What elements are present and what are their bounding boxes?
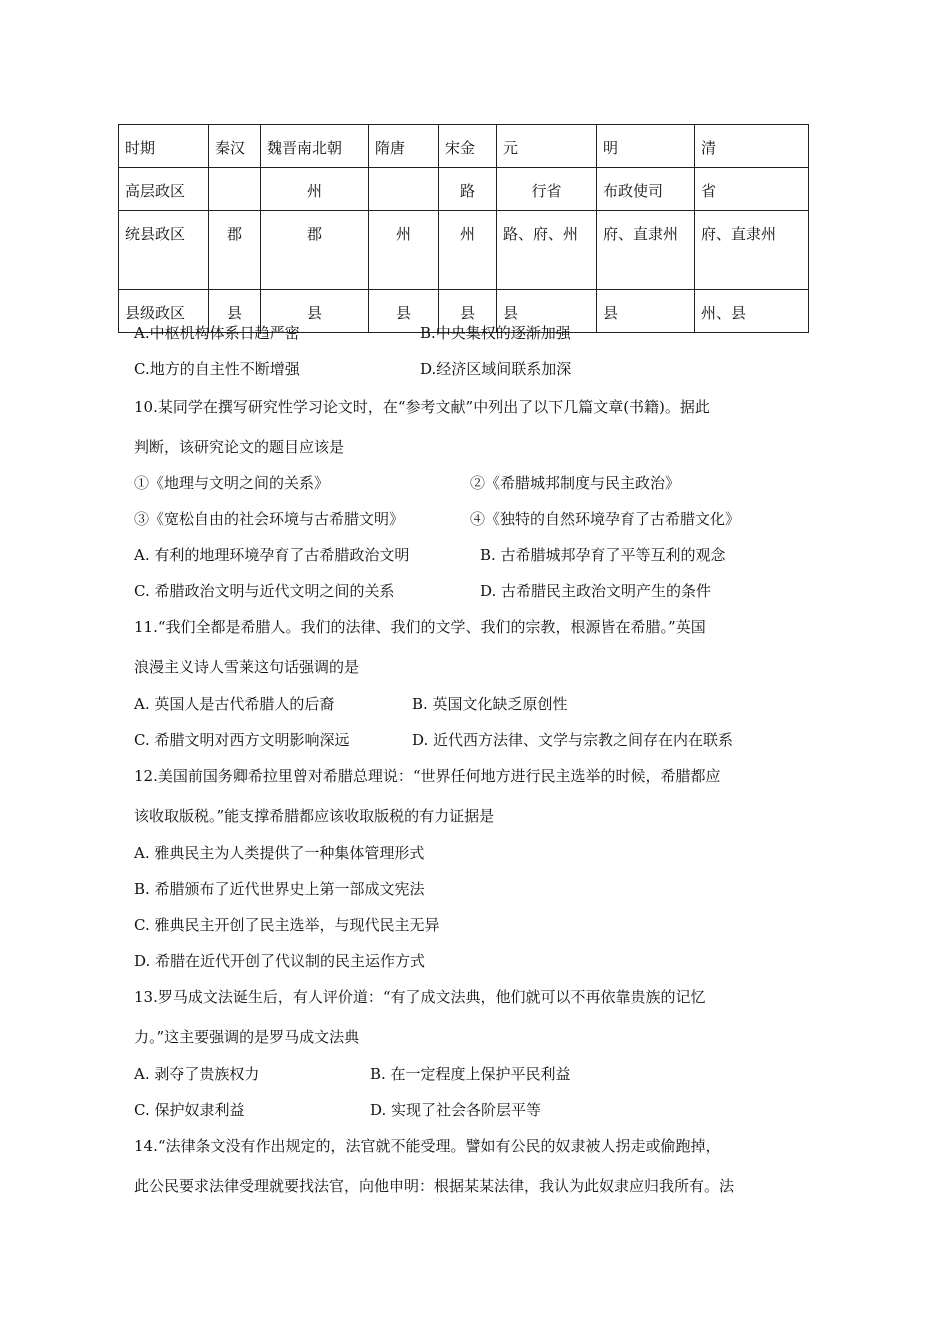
- table-cell: 府、直隶州: [597, 211, 695, 290]
- q13-option-d: D. 实现了社会各阶层平等: [370, 1101, 542, 1119]
- q11-option-c: C. 希腊文明对西方文明影响深远: [134, 731, 350, 749]
- q9-option-a: A.中枢机构体系日趋严密: [134, 324, 300, 342]
- q10-ref-1: ①《地理与文明之间的关系》: [134, 474, 330, 492]
- table-cell: 县: [597, 290, 695, 333]
- table-cell: 秦汉: [209, 125, 261, 168]
- q10-ref-3: ③《宽松自由的社会环境与古希腊文明》: [134, 510, 405, 528]
- table-row: [119, 168, 809, 211]
- q13-stem-cont: 力。”这主要强调的是罗马成文法典: [134, 1028, 360, 1046]
- table-cell: 明: [597, 125, 695, 168]
- table-cell: 省: [695, 168, 809, 211]
- q10-option-d: D. 古希腊民主政治文明产生的条件: [480, 582, 712, 600]
- q13-option-a: A. 剥夺了贵族权力: [134, 1065, 260, 1083]
- q11-option-d: D. 近代西方法律、文学与宗教之间存在内在联系: [412, 731, 734, 749]
- table-cell: 清: [695, 125, 809, 168]
- table-cell: 州: [261, 168, 369, 211]
- table-cell: [209, 168, 261, 211]
- table-cell: 时期: [119, 125, 209, 168]
- table-cell: 郡: [209, 211, 261, 290]
- q10-stem-cont: 判断，该研究论文的题目应该是: [134, 438, 345, 456]
- q12-stem: 12.美国前国务卿希拉里曾对希腊总理说：“世界任何地方进行民主选举的时候，希腊都应: [134, 767, 721, 785]
- table-cell: 郡: [261, 211, 369, 290]
- q10-ref-4: ④《独特的自然环境孕育了古希腊文化》: [470, 510, 741, 528]
- table-cell: 县: [497, 290, 597, 333]
- q10-stem: 10.某同学在撰写研究性学习论文时，在“参考文献”中列出了以下几篇文章(书籍)。据此: [134, 398, 710, 416]
- table-cell: 府、直隶州: [695, 211, 809, 290]
- table-cell: 布政使司: [597, 168, 695, 211]
- q11-stem-cont: 浪漫主义诗人雪莱这句话强调的是: [134, 658, 360, 676]
- table-header-row: [119, 125, 809, 168]
- q11-option-b: B. 英国文化缺乏原创性: [412, 695, 568, 713]
- table-cell: 宋金: [439, 125, 497, 168]
- q10-option-b: B. 古希腊城邦孕育了平等互利的观念: [480, 546, 726, 564]
- table-cell: 县级政区: [119, 290, 209, 333]
- q12-option-c: C. 雅典民主开创了民主选举，与现代民主无异: [134, 916, 440, 934]
- q12-option-b: B. 希腊颁布了近代世界史上第一部成文宪法: [134, 880, 425, 898]
- table-cell: 隋唐: [369, 125, 439, 168]
- table-cell: 高层政区: [119, 168, 209, 211]
- table-cell: 路: [439, 168, 497, 211]
- table-cell: 州: [439, 211, 497, 290]
- table-cell: 县: [209, 290, 261, 333]
- administrative-division-table: [118, 124, 809, 333]
- q10-ref-2: ②《希腊城邦制度与民主政治》: [470, 474, 681, 492]
- table-cell: 魏晋南北朝: [261, 125, 369, 168]
- table-cell: 州: [369, 211, 439, 290]
- table-cell: 行省: [497, 168, 597, 211]
- q11-option-a: A. 英国人是古代希腊人的后裔: [134, 695, 335, 713]
- q12-stem-cont: 该收取版税。”能支撑希腊都应该收取版税的有力证据是: [134, 807, 495, 825]
- q14-stem-cont: 此公民要求法律受理就要找法官，向他申明：根据某某法律，我认为此奴隶应归我所有。法: [134, 1177, 735, 1195]
- q12-option-d: D. 希腊在近代开创了代议制的民主运作方式: [134, 952, 426, 970]
- table-cell: 统县政区: [119, 211, 209, 290]
- table-cell: 元: [497, 125, 597, 168]
- q9-option-b: B.中央集权的逐渐加强: [420, 324, 571, 342]
- q9-option-d: D.经济区域间联系加深: [420, 360, 572, 378]
- q10-option-a: A. 有利的地理环境孕育了古希腊政治文明: [134, 546, 410, 564]
- table-cell: 县: [439, 290, 497, 333]
- table-cell: 县: [261, 290, 369, 333]
- q11-stem: 11.“我们全都是希腊人。我们的法律、我们的文学、我们的宗教，根源皆在希腊。”英国: [134, 618, 706, 636]
- q13-option-b: B. 在一定程度上保护平民利益: [370, 1065, 571, 1083]
- q12-option-a: A. 雅典民主为人类提供了一种集体管理形式: [134, 844, 425, 862]
- q13-option-c: C. 保护奴隶利益: [134, 1101, 245, 1119]
- q14-stem: 14.“法律条文没有作出规定的，法官就不能受理。譬如有公民的奴隶被人拐走或偷跑掉，: [134, 1137, 721, 1155]
- table-cell: 路、府、州: [497, 211, 597, 290]
- q13-stem: 13.罗马成文法诞生后，有人评价道：“有了成文法典，他们就可以不再依靠贵族的记忆: [134, 988, 706, 1006]
- table-cell: 州、县: [695, 290, 809, 333]
- table-row: [119, 211, 809, 290]
- q10-option-c: C. 希腊政治文明与近代文明之间的关系: [134, 582, 395, 600]
- q9-option-c: C.地方的自主性不断增强: [134, 360, 300, 378]
- table-cell: [369, 168, 439, 211]
- table-cell: 县: [369, 290, 439, 333]
